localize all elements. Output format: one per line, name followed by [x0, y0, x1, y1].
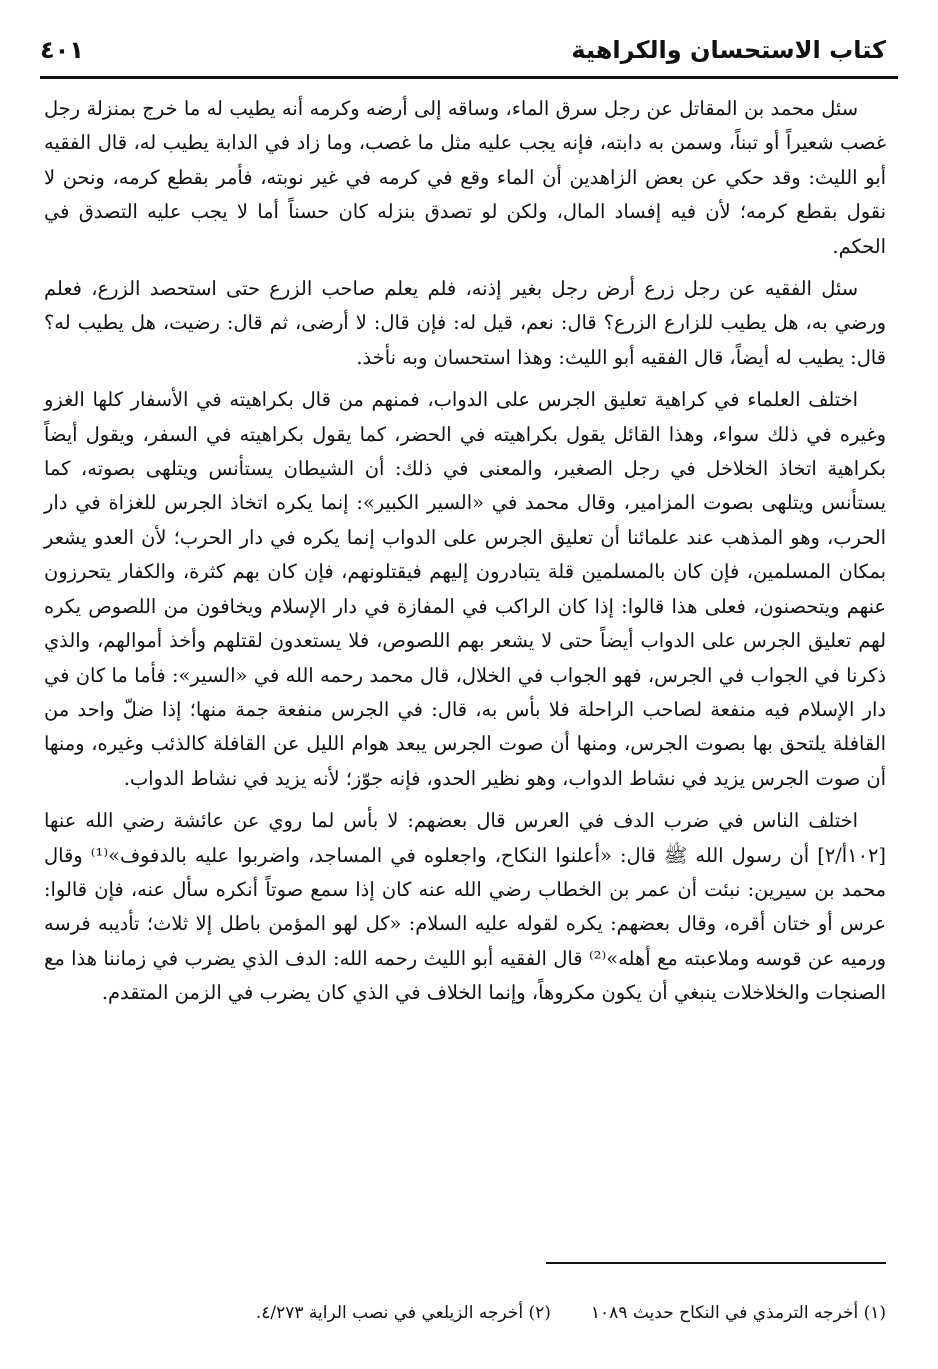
footnote-rule [546, 1262, 886, 1264]
page-number: ٤٠١ [40, 36, 84, 64]
paragraph-3: اختلف العلماء في كراهية تعليق الجرس على الدواب، فمنهم من قال بكراهيته في الأسفار كلها الغزو وغيره في ذلك سواء، وهذا القائل يقول بكراهيته في الحضر، كما يقول بكراهيته في السفر، ويقول أيضاً بكراهية اتخاذ الخلاخل في رجل الصغير، والمعنى في ذلك: أن الشيطان يستأنس ويتلهى بصوته، كما يستأنس ويتلهى بصوت المزامير، وقال محمد في «السير الكبير»: إنما يكره اتخاذ الجرس للغزاة في دار الحرب، وهو المذهب عند علمائنا أن تعليق الجرس على الدواب إنما يكره في دار الحرب؛ لأن العدو يشعر بمكان المسلمين، فإن كان بالمسلمين قلة يتبادرون إليهم فيقتلونهم، فإن كان بهم كثرة، والكفار يتحرزون عنهم ويتحصنون، فعلى هذا قالوا: إذا كان الراكب في المفازة في دار الإسلام ويخافون من اللصوص يكره لهم تعليق الجرس على الدواب أيضاً حتى لا يشعر بهم اللصوص، فلا يستعدون لقتلهم وأخذ أموالهم، والذي ذكرنا في الجواب في الجرس، فهو الجواب في الخلال، قال محمد رحمه الله في «السير»: فأما ما كان في دار الإسلام فيه منفعة لصاحب الراحلة فلا بأس به، قال: في الجرس منفعة جمة منها؛ إذا ضلّ واحد من القافلة يلتحق بها بصوت الجرس، ومنها أن صوت الجرس يبعد هوام الليل عن القافلة كالذئب وغيره، ومنها أن صوت الجرس يزيد في نشاط الدواب، وهو نظير الحدو، فإنه جوّز؛ لأنه يزيد في نشاط الدواب. [44, 388, 886, 790]
paragraph-1: سئل محمد بن المقاتل عن رجل سرق الماء، وساقه إلى أرضه وكرمه أنه يطيب له ما خرج بمنزلة رجل غصب شعيراً أو تبناً، وسمن به دابته، فإنه يجب عليه مثل ما غصب، وما زاد في الدابة يطيب له، قال الفقيه أبو الليث: وقد حكي عن بعض الزاهدين أن الماء وقع في كرمه في غير نوبته، فأمر بقطع كرمه، ونحن لا نقول بقطع كرمه؛ لأن فيه إفساد المال، ولكن لو تصدق بنزله كان حسناً أما لا يجب عليه التصدق في الحكم. [44, 97, 886, 258]
footnotes [60, 1300, 886, 1326]
running-title: كتاب الاستحسان والكراهية [571, 36, 886, 64]
page-header [40, 28, 886, 72]
paragraph-2: سئل الفقيه عن رجل زرع أرض رجل بغير إذنه، فلم يعلم صاحب الزرع حتى استحصد الزرع، فعلم ورضي به، هل يطيب للزارع الزرع؟ قال: نعم، قيل له: فإن قال: لا أرضى، ثم قال: رضيت، هل يطيب له؟ قال: يطيب له أيضاً، قال الفقيه أبو الليث: وهذا استحسان وبه نأخذ. [44, 277, 886, 369]
paragraph-4: اختلف الناس في ضرب الدف في العرس قال بعضهم: لا بأس لما روي عن عائشة رضي الله عنها [١٠٢أ/٢] أن رسول الله ﷺ قال: «أعلنوا النكاح، واجعلوه في المساجد، واضربوا عليه بالدفوف»⁽¹⁾ وقال محمد بن سيرين: نبئت أن عمر بن الخطاب رضي الله عنه كان إذا سمع صوتاً أنكره سأل عنه، فإن قالوا: عرس أو ختان أقره، وقال بعضهم: يكره لقوله عليه السلام: «كل لهو المؤمن باطل إلا ثلاث؛ تأديبه فرسه ورميه عن قوسه وملاعبته مع أهله»⁽²⁾ قال الفقيه أبو الليث رحمه الله: الدف الذي يضرب في زماننا هذا مع الصنجات والخلاخلات ينبغي أن يكون مكروهاً، وإنما الخلاف في الذي كان يضرب في الزمن المتقدم. [44, 809, 886, 1005]
footnote-1: (١) أخرجه الترمذي في النكاح حديث ١٠٨٩ [590, 1303, 886, 1323]
main-text [44, 92, 886, 1019]
header-rule [40, 76, 898, 79]
footnote-2: (٢) أخرجه الزيلعي في نصب الراية ٤/٢٧٣. [255, 1303, 551, 1323]
